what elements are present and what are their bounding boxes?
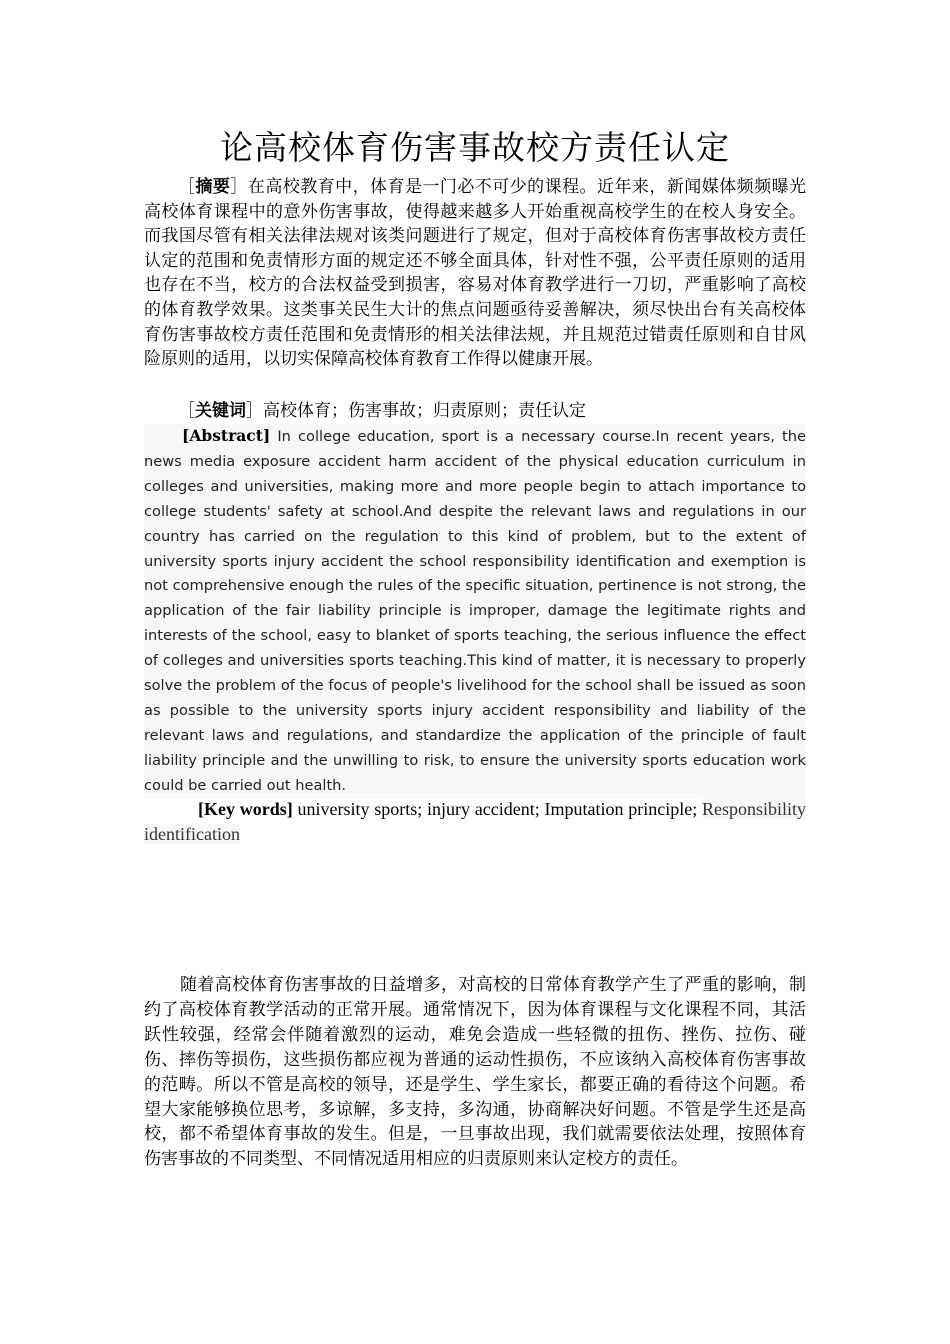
- abstract-en-label: [Abstract]: [182, 426, 271, 445]
- body-paragraph-1: 随着高校体育伤害事故的日益增多，对高校的日常体育教学产生了严重的影响，制约了高校体育教学活动的正常开展。通常情况下，因为体育课程与文化课程不同，其活跃性较强，经常会伴随着激烈的运动，难免会造成一些轻微的扭伤、挫伤、拉伤、碰伤、摔伤等损伤，这些损伤都应视为普通的运动性损伤，不应该纳入高校体育伤害事故的范畴。所以不管是高校的领导，还是学生、学生家长，都要正确的看待这个问题。希望大家能够换位思考，多谅解，多支持，多沟通，协商解决好问题。不管是学生还是高校，都不希望体育事故的发生。但是，一旦事故出现，我们就需要依法处理，按照体育伤害事故的不同类型、不同情况适用相应的归责原则来认定校方的责任。: [144, 975, 806, 1170]
- keywords-cn-label: 关键词: [195, 401, 246, 421]
- abstract-en-section: [144, 424, 806, 799]
- abstract-cn-label: 摘要: [195, 177, 231, 197]
- abstract-cn-paragraph: [144, 175, 806, 372]
- abstract-en-paragraph: [144, 424, 806, 799]
- abstract-cn-section: [144, 175, 806, 372]
- keywords-cn-text: 高校体育；伤害事故；归责原则；责任认定: [263, 401, 586, 421]
- keywords-en-label: [Key words]: [198, 799, 293, 819]
- keywords-en-text: university sports; injury accident; Imputation principle;: [297, 799, 698, 819]
- keywords-cn-paragraph: [144, 399, 806, 424]
- body-section: [144, 973, 806, 1172]
- keywords-cn-section: [144, 399, 806, 424]
- keywords-en-tail: Responsibility identification: [144, 799, 807, 844]
- keywords-cn-close-bracket: ］: [246, 401, 263, 421]
- keywords-en-section: [144, 797, 806, 846]
- keywords-cn-open-bracket: ［: [178, 401, 195, 421]
- abstract-cn-open-bracket: ［: [178, 177, 196, 197]
- abstract-cn-close-bracket: ］: [230, 177, 248, 197]
- keywords-en-paragraph: [144, 797, 806, 846]
- abstract-en-text: In college education, sport is a necessary course.In recent years, the news media exposure accident harm accident of the physical education curriculum in colleges and universities, making more and more people begin to attach importance to college students' safety at school.And despite the relevant laws and regulations in our country has carried on the regulation to this kind of problem, but to the extent of university sports injury accident the school responsibility identification and exemption is not comprehensive enough the rules of the specific situation, pertinence is not strong, the application of the fair liability principle is improper, damage the legitimate rights and interests of the school, easy to blanket of sports teaching, the serious influence the effect of colleges and universities sports teaching.This kind of matter, it is necessary to properly solve the problem of the focus of people's livelihood for the school shall be issued as soon as possible to the university sports injury accident responsibility and liability of the relevant laws and regulations, and standardize the application of the principle of fault liability principle and the unwilling to risk, to ensure the university sports education work could be carried out health.: [144, 428, 806, 794]
- paper-title: 论高校体育伤害事故校方责任认定: [220, 128, 730, 167]
- abstract-cn-text: 在高校教育中，体育是一门必不可少的课程。近年来，新闻媒体频频曝光高校体育课程中的意外伤害事故，使得越来越多人开始重视高校学生的在校人身安全。而我国尽管有相关法律法规对该类问题进行了规定，但对于高校体育伤害事故校方责任认定的范围和免责情形方面的规定还不够全面具体，针对性不强，公平责任原则的适用也存在不当，校方的合法权益受到损害，容易对体育教学进行一刀切，严重影响了高校的体育教学效果。这类事关民生大计的焦点问题亟待妥善解决，须尽快出台有关高校体育伤害事故校方责任范围和免责情形的相关法律法规，并且规范过错责任原则和自甘风险原则的适用，以切实保障高校体育教育工作得以健康开展。: [144, 177, 807, 370]
